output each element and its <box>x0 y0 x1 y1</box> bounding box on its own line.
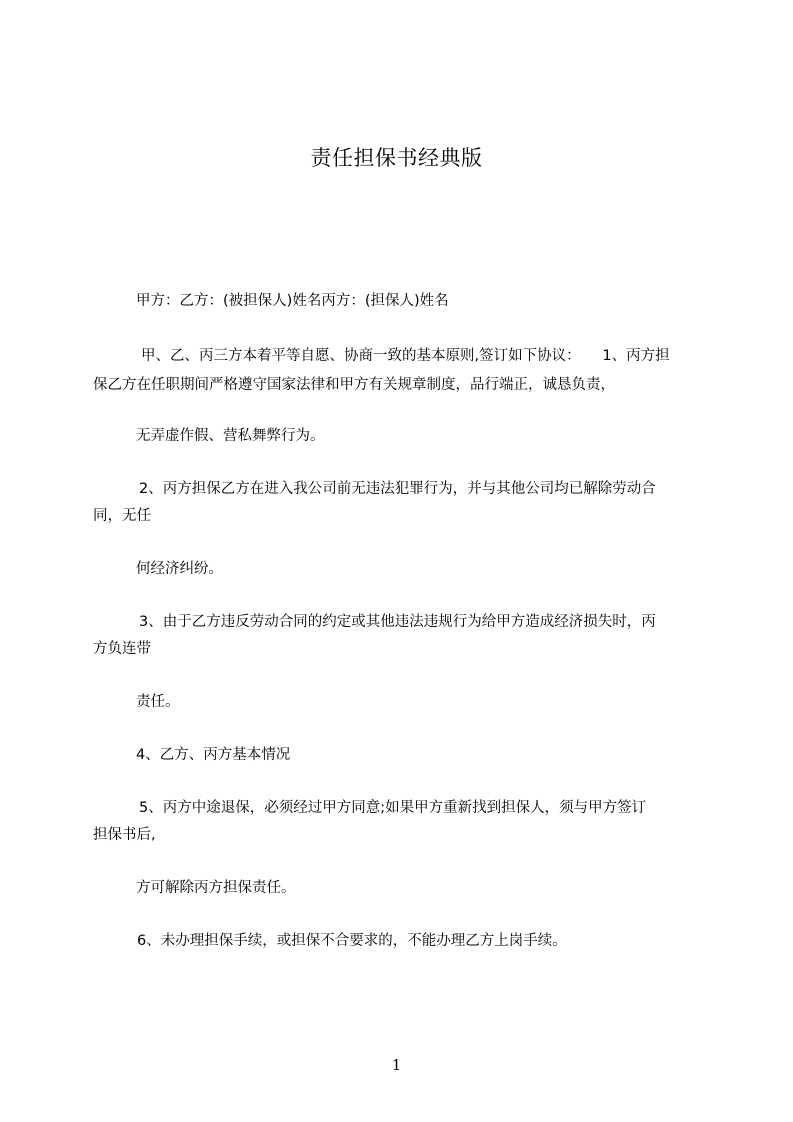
clause-5-line-2: 担保书后, <box>93 827 156 843</box>
clause-3-line-1: 3、由于乙方违反劳动合同的约定或其他违法违规行为给甲方造成经济损失时，丙 <box>139 614 656 630</box>
document-title: 责任担保书经典版 <box>310 146 483 170</box>
clause-2-line-3: 何经济纠纷。 <box>136 561 223 577</box>
clause-4-line: 4、乙方、丙方基本情况 <box>136 747 291 763</box>
clause-6-line: 6、未办理担保手续，或担保不合要求的，不能办理乙方上岗手续。 <box>137 933 567 949</box>
intro-line-3: 无弄虚作假、营私舞弊行为。 <box>136 428 325 444</box>
parties-line: 甲方：乙方：(被担保人)姓名丙方：(担保人)姓名 <box>136 293 449 309</box>
clause-3-line-3: 责任。 <box>136 694 180 710</box>
intro-line-1: 甲、乙、丙三方本着平等自愿、协商一致的基本原则,签订如下协议： 1、丙方担 <box>141 348 670 364</box>
clause-2-line-1: 2、丙方担保乙方在进入我公司前无违法犯罪行为，并与其他公司均已解除劳动合 <box>139 481 656 497</box>
clause-5-line-3: 方可解除丙方担保责任。 <box>136 880 296 896</box>
page-number: 1 <box>391 1056 402 1074</box>
clause-2-line-2: 同，无任 <box>93 508 151 524</box>
clause-5-line-1: 5、丙方中途退保，必须经过甲方同意;如果甲方重新找到担保人，须与甲方签订 <box>139 800 647 816</box>
clause-3-line-2: 方负连带 <box>93 641 151 657</box>
intro-line-2: 保乙方在任职期间严格遵守国家法律和甲方有关规章制度，品行端正，诚恳负责， <box>93 377 615 393</box>
